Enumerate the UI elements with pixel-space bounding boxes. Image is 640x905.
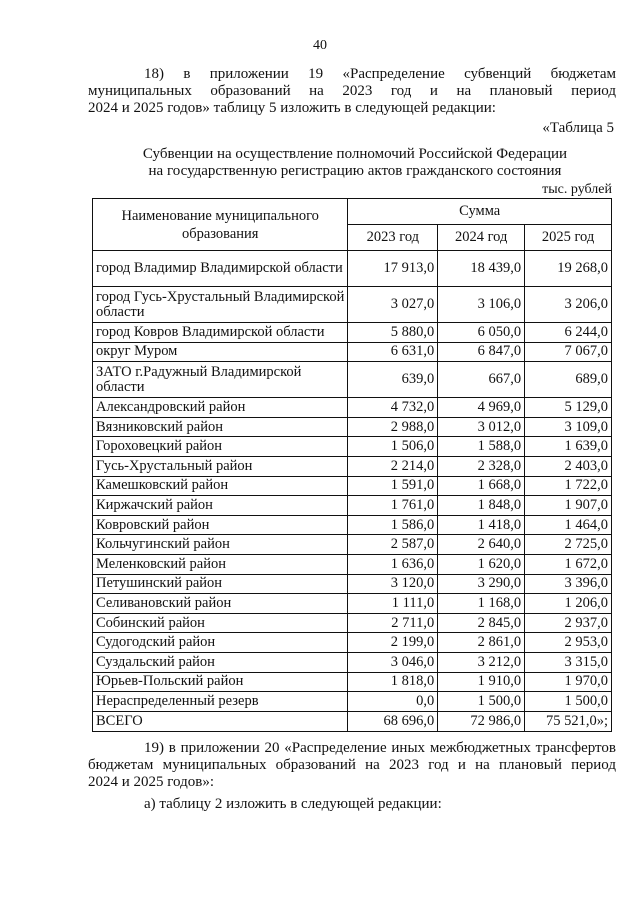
row-value-2024: 6 050,0: [438, 323, 525, 343]
total-value-2024: 72 986,0: [438, 711, 525, 731]
table-row: [93, 417, 612, 437]
row-name-cell: Нераспределенный резерв: [93, 692, 348, 712]
row-name-cell: Судогодский район: [93, 633, 348, 653]
table-title-line-1: Субвенции на осуществление полномочий Российской Федерации: [142, 146, 568, 162]
row-value-2025: 1 464,0: [525, 515, 612, 535]
table-row: [93, 554, 612, 574]
total-row: [93, 711, 612, 731]
table-title-line-2: на государственную регистрацию актов гражданского состояния: [148, 163, 562, 179]
row-name-cell: Гусь-Хрустальный район: [93, 456, 348, 476]
row-value-2023: 3 027,0: [348, 287, 438, 323]
row-value-2024: 2 328,0: [438, 456, 525, 476]
row-name-cell: Александровский район: [93, 398, 348, 418]
row-name-cell: Ковровский район: [93, 515, 348, 535]
column-header-name: Наименование муниципального образования: [93, 199, 348, 251]
row-value-2023: 2 214,0: [348, 456, 438, 476]
row-value-2025: 1 500,0: [525, 692, 612, 712]
row-value-2025: 689,0: [525, 362, 612, 398]
row-value-2023: 1 761,0: [348, 496, 438, 516]
table-row: [93, 535, 612, 555]
row-value-2025: 2 403,0: [525, 456, 612, 476]
row-value-2023: 2 199,0: [348, 633, 438, 653]
row-name-cell: Кольчугинский район: [93, 535, 348, 555]
row-value-2023: 4 732,0: [348, 398, 438, 418]
row-value-2025: 3 109,0: [525, 417, 612, 437]
table-row: [93, 692, 612, 712]
row-value-2025: 2 953,0: [525, 633, 612, 653]
subventions-table: [92, 198, 612, 732]
row-name-cell: Суздальский район: [93, 652, 348, 672]
row-name-cell: город Ковров Владимирской области: [93, 323, 348, 343]
row-name-cell: округ Муром: [93, 342, 348, 362]
column-header-sum: Сумма: [348, 199, 612, 225]
table-row: [93, 574, 612, 594]
row-value-2025: 3 396,0: [525, 574, 612, 594]
row-value-2024: 667,0: [438, 362, 525, 398]
row-value-2025: 3 315,0: [525, 652, 612, 672]
table-row: [93, 594, 612, 614]
row-name-cell: Камешковский район: [93, 476, 348, 496]
total-name-cell: ВСЕГО: [93, 711, 348, 731]
row-value-2023: 2 988,0: [348, 417, 438, 437]
row-value-2023: 2 711,0: [348, 613, 438, 633]
outro-line-2: бюджетам муниципальных образований на 2023 год и на плановый период: [88, 757, 616, 773]
row-value-2023: 0,0: [348, 692, 438, 712]
outro-line-3: 2024 и 2025 годов»:: [88, 774, 215, 790]
row-value-2023: 1 636,0: [348, 554, 438, 574]
outro-line-4: а) таблицу 2 изложить в следующей редакции:: [144, 796, 442, 812]
row-value-2023: 3 120,0: [348, 574, 438, 594]
row-value-2023: 1 818,0: [348, 672, 438, 692]
row-value-2025: 1 907,0: [525, 496, 612, 516]
row-name-cell: ЗАТО г.Радужный Владимирской области: [93, 362, 348, 398]
row-value-2024: 3 290,0: [438, 574, 525, 594]
table-row: [93, 652, 612, 672]
row-value-2025: 3 206,0: [525, 287, 612, 323]
table-row: [93, 456, 612, 476]
page-number: 40: [313, 38, 327, 53]
table-row: [93, 672, 612, 692]
row-name-cell: Гороховецкий район: [93, 437, 348, 457]
table-row: [93, 287, 612, 323]
row-value-2025: 6 244,0: [525, 323, 612, 343]
row-value-2024: 6 847,0: [438, 342, 525, 362]
row-value-2023: 2 587,0: [348, 535, 438, 555]
row-value-2025: 1 672,0: [525, 554, 612, 574]
column-header-year-2023: 2023 год: [348, 225, 438, 251]
table-row: [93, 437, 612, 457]
row-name-cell: Киржачский район: [93, 496, 348, 516]
table-row: [93, 323, 612, 343]
row-name-cell: Селивановский район: [93, 594, 348, 614]
row-name-cell: Петушинский район: [93, 574, 348, 594]
row-value-2025: 1 722,0: [525, 476, 612, 496]
row-value-2024: 2 640,0: [438, 535, 525, 555]
row-value-2023: 1 591,0: [348, 476, 438, 496]
row-value-2024: 1 500,0: [438, 692, 525, 712]
row-value-2025: 2 725,0: [525, 535, 612, 555]
row-value-2024: 4 969,0: [438, 398, 525, 418]
column-header-year-2024: 2024 год: [438, 225, 525, 251]
intro-line-3: 2024 и 2025 годов» таблицу 5 изложить в следующей редакции:: [88, 100, 496, 116]
row-value-2024: 1 848,0: [438, 496, 525, 516]
row-value-2025: 1 639,0: [525, 437, 612, 457]
row-value-2024: 18 439,0: [438, 251, 525, 287]
row-name-cell: Собинский район: [93, 613, 348, 633]
row-value-2024: 2 861,0: [438, 633, 525, 653]
row-value-2024: 1 620,0: [438, 554, 525, 574]
table-row: [93, 476, 612, 496]
row-value-2024: 1 668,0: [438, 476, 525, 496]
total-value-2023: 68 696,0: [348, 711, 438, 731]
table-row: [93, 496, 612, 516]
total-value-2025: 75 521,0»;: [525, 711, 612, 731]
row-value-2023: 5 880,0: [348, 323, 438, 343]
row-value-2023: 3 046,0: [348, 652, 438, 672]
table-row: [93, 342, 612, 362]
row-name-cell: город Владимир Владимирской области: [93, 251, 348, 287]
row-name-cell: Меленковский район: [93, 554, 348, 574]
intro-line-2: муниципальных образований на 2023 год и на плановый период: [88, 83, 616, 99]
row-value-2024: 1 910,0: [438, 672, 525, 692]
row-value-2023: 1 506,0: [348, 437, 438, 457]
row-value-2023: 1 586,0: [348, 515, 438, 535]
row-value-2024: 1 168,0: [438, 594, 525, 614]
row-value-2023: 1 111,0: [348, 594, 438, 614]
row-value-2024: 1 418,0: [438, 515, 525, 535]
table-reference: «Таблица 5: [542, 120, 614, 136]
row-value-2024: 3 012,0: [438, 417, 525, 437]
row-value-2024: 3 212,0: [438, 652, 525, 672]
row-value-2025: 2 937,0: [525, 613, 612, 633]
row-value-2025: 1 206,0: [525, 594, 612, 614]
row-value-2023: 17 913,0: [348, 251, 438, 287]
table-row: [93, 398, 612, 418]
row-value-2025: 19 268,0: [525, 251, 612, 287]
row-value-2025: 1 970,0: [525, 672, 612, 692]
row-value-2024: 2 845,0: [438, 613, 525, 633]
row-name-cell: Юрьев-Польский район: [93, 672, 348, 692]
column-header-year-2025: 2025 год: [525, 225, 612, 251]
row-name-cell: Вязниковский район: [93, 417, 348, 437]
table-body: [93, 251, 612, 732]
table-row: [93, 613, 612, 633]
row-value-2024: 3 106,0: [438, 287, 525, 323]
table-row: [93, 251, 612, 287]
outro-line-1: 19) в приложении 20 «Распределение иных межбюджетных трансфертов: [144, 740, 616, 756]
table-row: [93, 515, 612, 535]
row-value-2023: 639,0: [348, 362, 438, 398]
row-value-2023: 6 631,0: [348, 342, 438, 362]
intro-line-1: 18) в приложении 19 «Распределение субвенций бюджетам: [144, 66, 616, 82]
units-label: тыс. рублей: [542, 182, 612, 197]
row-value-2024: 1 588,0: [438, 437, 525, 457]
row-name-cell: город Гусь-Хрустальный Владимирской области: [93, 287, 348, 323]
row-value-2025: 7 067,0: [525, 342, 612, 362]
row-value-2025: 5 129,0: [525, 398, 612, 418]
table-row: [93, 633, 612, 653]
table-row: [93, 362, 612, 398]
